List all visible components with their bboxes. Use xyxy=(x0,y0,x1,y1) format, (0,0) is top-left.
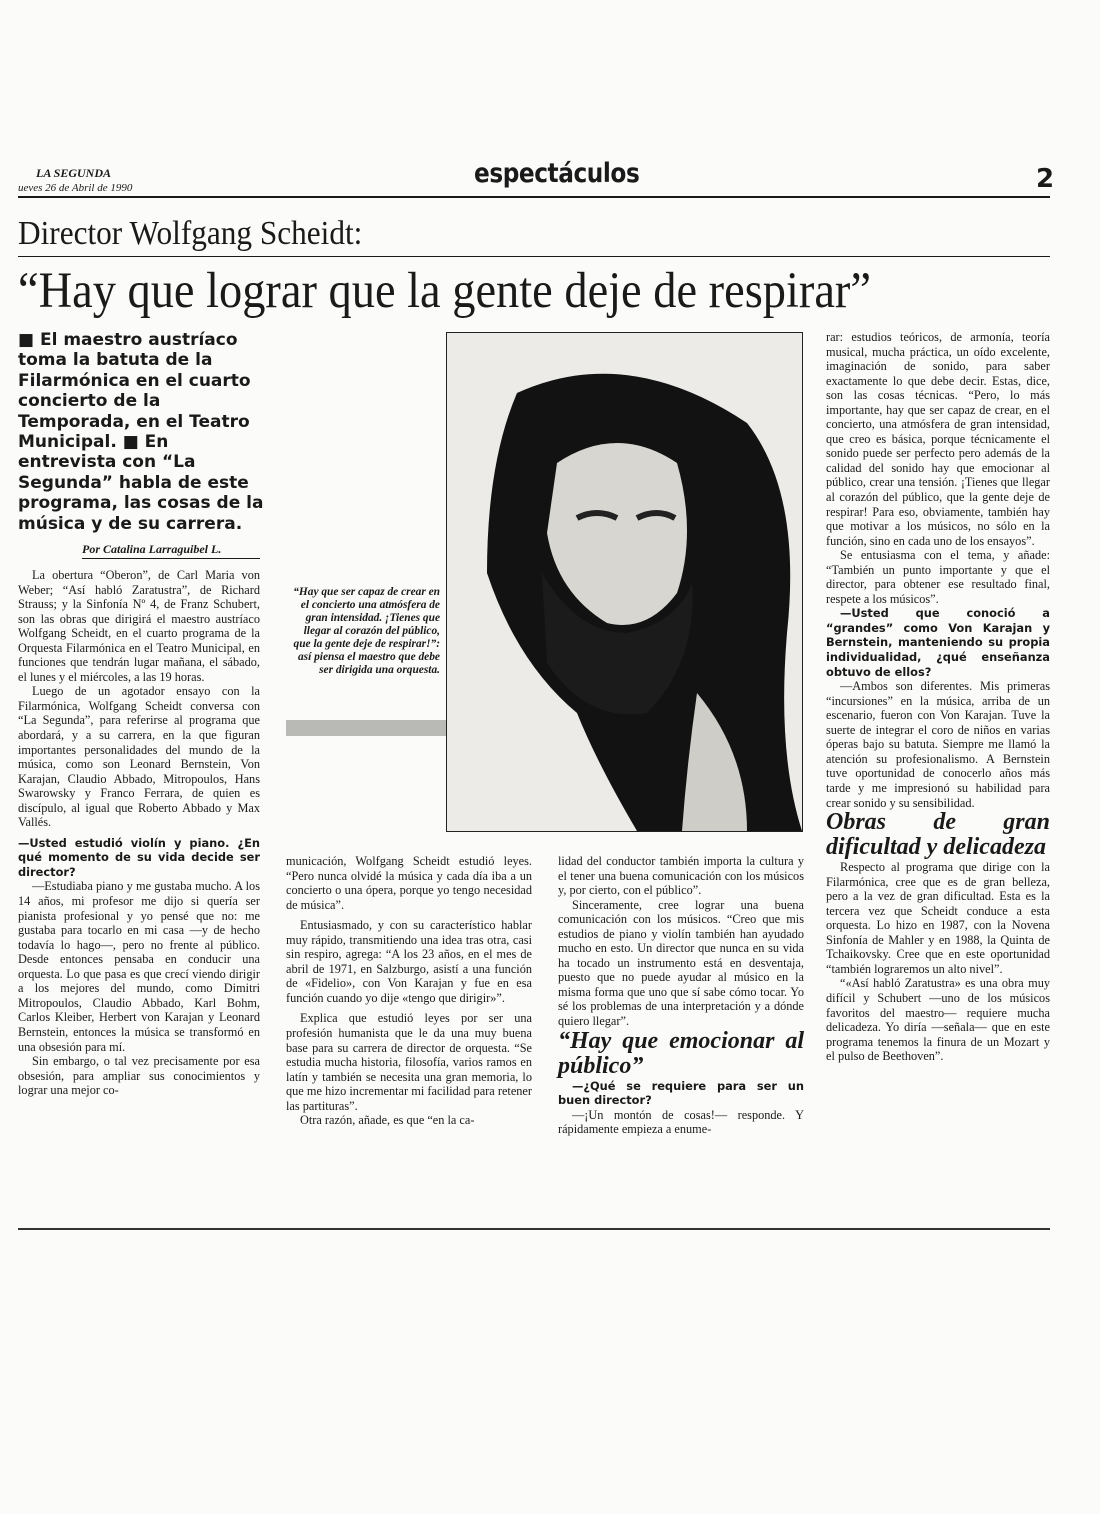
subheading-obras: Obras de gran dificultad y delicadeza xyxy=(826,809,1050,861)
article-column-4 xyxy=(826,330,1050,1220)
article-column-1 xyxy=(18,568,260,1098)
article-column-3 xyxy=(558,854,804,1137)
paragraph: rar: estudios teóricos, de armonía, teoría musical, mucha práctica, un oído excelente, imaginación de sonido, para saber exactamente lo que debe decir. Estas, dice, son las cosas técnicas. “Pero, lo más importante, hay que ser capaz de crear, en el concierto, una atmósfera de gran intensidad, que creo es básica, porque técnicamente el sonido puede ser perfecto pero además de la calidad del sonido hay que emocionar al público, crear una tensión. ¡Tienes que llegar al corazón del público, que la gente deje de respirar! Para eso, obviamente, también hay que motivar a los músicos, no sólo en la función, sino en cada uno de los ensayos”. xyxy=(826,330,1050,548)
paragraph: lidad del conductor también importa la cultura y el tener una buena comunicación con los músicos y, por cierto, con el público”. xyxy=(558,854,804,898)
article-deck: ■ El maestro austríaco toma la batuta de la Filarmónica en el cuarto concierto de la Temporada, en el Teatro Municipal. ■ En entrevista con “La Segunda” habla de este programa, las cosas de la música y de su carrera. xyxy=(18,330,264,534)
portrait-photo xyxy=(446,332,803,832)
article-byline: Por Catalina Larraguibel L. xyxy=(82,542,222,556)
section-title: espectáculos xyxy=(474,158,640,189)
page-number: 2 xyxy=(1036,164,1055,194)
interview-question: —Usted estudió violín y piano. ¿En qué momento de su vida decide ser director? xyxy=(18,835,260,879)
paragraph: Sinceramente, cree lograr una buena comunicación con los músicos. “Creo que mis estudios de piano y violín también han ayudado mucho en esto. Un director que nunca en su vida ha tocado un instrumento está en desventaja, puesto que no puede ayudar al músico en la misma forma que uno que sí sabe cómo tocar. Yo sé los problemas de una interpretación y a dónde quiero llegar”. xyxy=(558,897,804,1029)
byline-rule xyxy=(82,558,260,559)
paragraph: municación, Wolfgang Scheidt estudió leyes. “Pero nunca olvidé la música y cada día iba a un concierto o una ópera, porque yo tengo necesidad de música”. xyxy=(286,854,532,912)
paragraph: Sin embargo, o tal vez precisamente por esa obsesión, para ampliar sus conocimientos y lograr una mejor co- xyxy=(18,1054,260,1098)
paragraph: —¡Un montón de cosas!— responde. Y rápidamente empieza a enume- xyxy=(558,1107,804,1137)
paragraph: La obertura “Oberon”, de Carl Maria von Weber; “Así habló Zaratustra”, de Richard Strauss; y la Sinfonía Nº 4, de Franz Schubert, son las obras que dirigirá el maestro austríaco Wolfgang Scheidt, en el cuarto programa de la Orquesta Filarmónica en el Teatro Municipal, en funciones que tendrán lugar mañana, el sábado, el lunes y el miércoles, a las 19 horas. xyxy=(18,568,260,684)
newspaper-name: LA SEGUNDA xyxy=(36,166,112,180)
article-kicker: Director Wolfgang Scheidt: xyxy=(18,215,363,252)
paragraph: —Ambos son diferentes. Mis primeras “incursiones” en la música, arriba de un escenario, fueron con Von Karajan. Tuve la suerte de integrar el coro de niños en varias óperas bajo su batuta. Siempre me llamó la atención su profesionalismo. A Bernstein tuve oportunidad de conocerlo años más tarde y me impresionó su habilidad para crear sonido y su sensibilidad. xyxy=(826,679,1050,810)
caption-bar xyxy=(286,720,446,736)
subheading-emocionar: “Hay que emocionar al público” xyxy=(558,1027,804,1079)
portrait-illustration xyxy=(447,333,802,831)
paragraph: Luego de un agotador ensayo con la Filarmónica, Wolfgang Scheidt conversa con “La Segunda”, para referirse al programa que abordará, y a su carrera, en la que figuran importantes personalidades del mundo de la música, como son Leonard Bernstein, Von Karajan, Claudio Abbado, Mitropoulos, Hans Swarowsky y Franco Ferrara, de quien es discípulo, al igual que Roberto Abbado y Max Vallés. xyxy=(18,684,260,830)
article-headline: “Hay que lograr que la gente deje de respirar” xyxy=(18,263,871,319)
paragraph: Respecto al programa que dirige con la Filarmónica, cree que es de gran belleza, pero a la vez de gran dificultad. Esta es la tercera vez que Scheidt conduce a esta orquesta. Lo hizo en 1987, con la Novena Sinfonía de Mahler y en 1988, la Quinta de Tchaikovsky. Cree que en este oportunidad “también lograremos un alto nivel”. xyxy=(826,860,1050,976)
photo-caption: “Hay que ser capaz de crear en el concierto una atmósfera de gran intensidad. ¡Tienes que llegar al corazón del público, que la gente deje de respirar!”: así piensa el maestro que debe ser dirigida una orquesta. xyxy=(293,586,440,676)
article-column-2 xyxy=(286,854,532,1128)
paragraph: Otra razón, añade, es que “en la ca- xyxy=(300,1113,475,1128)
paragraph: Entusiasmado, y con su característico hablar muy rápido, transmitiendo una idea tras otra, casi sin respiro, agrega: “A los 23 años, en el mes de abril de 1971, en Salzburgo, asistí a una función de «Fidelio», con Von Karajan y fue en esa función cuando yo dije «tengo que dirigir»”. xyxy=(286,918,532,1005)
paragraph: Se entusiasma con el tema, y añade: “También un punto importante y que el director, para obtener ese resultado final, respete a los músicos”. xyxy=(826,548,1050,606)
paragraph: —Estudiaba piano y me gustaba mucho. A los 14 años, mi profesor me dijo si quería ser pianista profesional y yo pensé que no: me gustaba para tocarlo en mi casa —y de hecho todavía lo hago—, pero no frente al público. Desde entonces pensaba en conducir una orquesta. Lo que pasa es que crecí viendo dirigir a los mejores del mundo, como Dimitri Mitropoulos, Claudio Abbado, Karl Bohm, Carlos Kleiber, Herbert von Karajan y Leonard Bernstein, entonces la música se transformó en una obsesión para mí. xyxy=(18,879,260,1054)
interview-question: —¿Qué se requiere para ser un buen director? xyxy=(558,1078,804,1108)
issue-date: ueves 26 de Abril de 1990 xyxy=(18,182,133,194)
interview-question: —Usted que conoció a “grandes” como Von Karajan y Bernstein, manteniendo su propia individualidad, ¿qué enseñanza obtuvo de ellos? xyxy=(826,606,1050,679)
paragraph: Explica que estudió leyes por ser una profesión humanista que le da una muy buena base para su carrera de director de orquesta. “Se estudia mucha historia, filosofía, varios ramos en latín y también se necesita una gran memoria, lo que me hizo incrementar mi facilidad para retener las partituras”. xyxy=(286,1011,532,1113)
paragraph: “«Así habló Zaratustra» es una obra muy difícil y Schubert —uno de los músicos favoritos del maestro— requiere mucha delicadeza. Yo diría —señala— que en este programa tenemos la finura de un Mozart y el pulso de Beethoven”. xyxy=(826,976,1050,1064)
bottom-rule xyxy=(18,1228,1050,1230)
masthead-rule xyxy=(18,196,1050,198)
